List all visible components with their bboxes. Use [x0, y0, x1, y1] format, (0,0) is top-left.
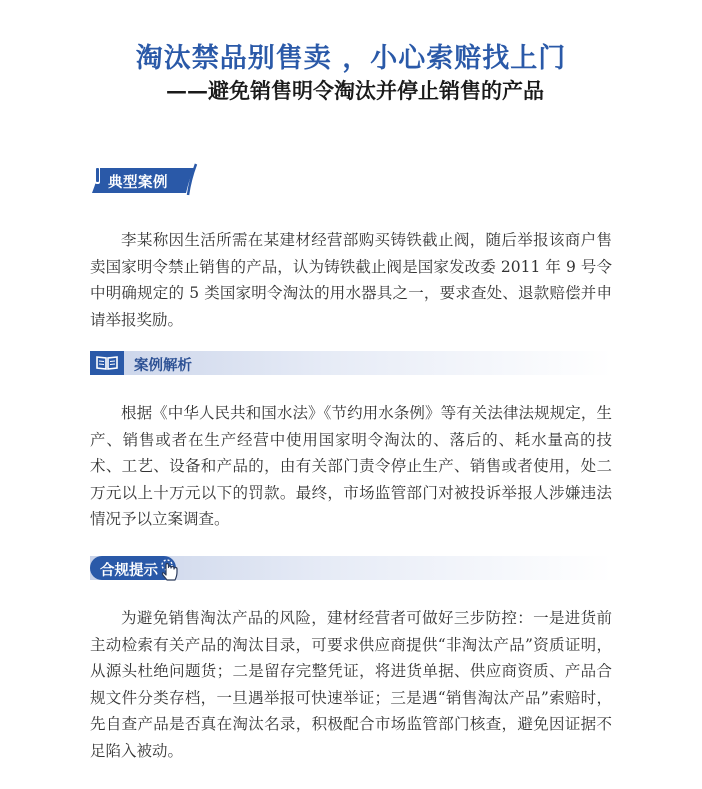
section-case-label: 典型案例	[108, 175, 168, 191]
tips-paragraph: 为避免销售淘汰产品的风险，建材经营者可做好三步防控：一是进货前主动检索有关产品的淘汰目录，可要求供应商提供“非淘汰产品”资质证明，从源头杜绝问题货；二是留存完整凭证，将进货单据、供应商资质、产品合规文件分类存档，一旦遇举报可快速举证；三是遇“销售淘汰产品”索赔时，先自查产品是否真在淘汰名录，积极配合市场监管部门核查，避免因证据不足陷入被动。	[90, 609, 612, 760]
pointing-hand-icon	[158, 558, 184, 584]
section-tips-header	[90, 556, 612, 580]
section-case-header	[90, 160, 205, 198]
case-paragraph: 李某称因生活所需在某建材经营部购买铸铁截止阀，随后举报该商户售卖国家明令禁止销售的产品，认为铸铁截止阀是国家发改委 2011 年 9 号令中明确规定的 5 类国家明令淘汰的用水器具之一，要求查处、退款赔偿并申请举报奖励。	[90, 231, 612, 329]
section-tips-label: 合规提示	[100, 563, 158, 579]
page-subtitle: ——避免销售明令淘汰并停止销售的产品	[166, 78, 544, 103]
page-title: 淘汰禁品别售卖 ，小心索赔找上门	[135, 43, 567, 74]
section-analysis-label: 案例解析	[134, 358, 192, 374]
section-analysis-header	[90, 351, 612, 375]
open-book-icon	[95, 355, 119, 371]
analysis-paragraph: 根据《中华人民共和国水法》《节约用水条例》等有关法律法规规定，生产、销售或者在生产经营中使用国家明令淘汰的、落后的、耗水量高的技术、工艺、设备和产品的，由有关部门责令停止生产、销售或者使用，处二万元以上十万元以下的罚款。最终，市场监管部门对被投诉举报人涉嫌违法情况予以立案调查。	[90, 404, 612, 528]
